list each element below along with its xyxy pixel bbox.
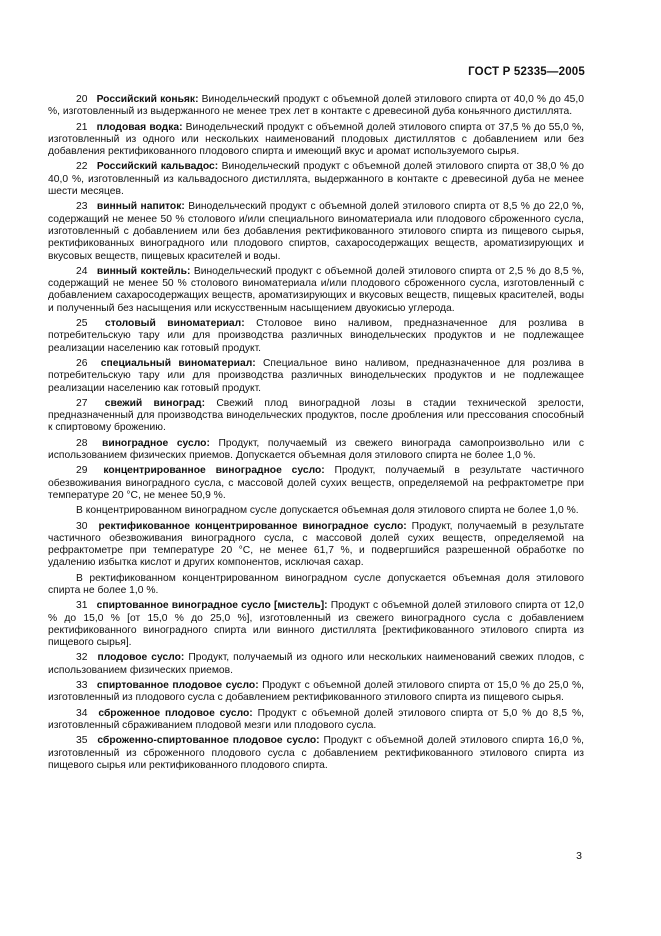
definition-text: Специальное вино наливом, предназначенное для розлива в потребительскую тару или для производства различных винодельческих продуктов и не подлежащее реализации населению как готовый продукт. [48, 357, 584, 394]
paragraph-number: 27 [76, 397, 88, 409]
term: специальный виноматериал: [100, 357, 256, 369]
definition-text: Винодельческий продукт с объемной долей этилового спирта от 2,5 % до 8,5 %, содержащий не менее 50 % столового виноматериала и/или плодового сброженного сусла, изготовленный с добавлением сахаросодержащих веществ, ароматизирующих и вкусовых веществ, пищевых красителей, воды и полученный без насыщения или искусственным насыщением двуокисью углерода. [48, 265, 584, 314]
paragraph-number: 35 [76, 735, 88, 747]
paragraph-number: 30 [76, 520, 88, 532]
definition-paragraph [48, 438, 584, 463]
definition-paragraph [48, 652, 584, 677]
term: сброженное плодовое сусло: [98, 707, 253, 719]
definition-text: Винодельческий продукт с объемной долей этилового спирта от 40,0 % до 45,0 %, изготовленный из выдержанного не менее трех лет в контакте с древесиной дуба коньячного дистиллята. [48, 94, 584, 118]
term: Российский коньяк: [96, 94, 199, 105]
term: винный напиток: [96, 201, 185, 213]
note-paragraph [48, 505, 584, 517]
definition-paragraph [48, 266, 584, 315]
definition-paragraph [48, 465, 584, 502]
definition-text: Винодельческий продукт с объемной долей этилового спирта от 37,5 % до 55,0 %, изготовленный из одного или нескольких наименований плодовых дистиллятов с добавлением или без добавления ректификованного плодового спирта и имеющий вкус и аромат используемого сырья. [48, 121, 584, 158]
term: виноградное сусло: [102, 437, 210, 449]
definition-text: Продукт с объемной долей этилового спирта от 5,0 % до 8,5 %, изготовленный сбраживанием плодовой мезги или плодового сусла. [48, 707, 584, 731]
definition-text: Винодельческий продукт с объемной долей этилового спирта от 8,5 % до 22,0 %, содержащий не менее 50 % столового и/или специального виноматериала или плодового сброженного сусла, изготовленный с добавлением или без добавления ректификованного этилового спирта из пищевого сырья, ректификованных виноградного или плодового спиртов, сахаросодержащих веществ, ароматизирующих и вкусовых веществ, пищевых красителей и воды. [48, 201, 584, 262]
definition-text: Продукт, получаемый в результате частичного обезвоживания виноградного сусла, с массовой долей сухих веществ, определяемой на рефрактометре при температуре 20 °С, не менее 50,9 %. [48, 465, 584, 501]
term: ректификованное концентрированное виноградное сусло: [98, 520, 407, 532]
definition-text: Продукт с объемной долей этилового спирта от 12,0 % до 15,0 % [от 15,0 % до 25,0 %], изготовленный из свежего виноградного сусла с добавлением ректификованного виноградного спирта или винного дистиллята [ректификованного этилового спирта из пищевого сырья]. [48, 600, 584, 649]
definition-text: Продукт, получаемый в результате частичного обезвоживания виноградного сусла, с массовой долей сухих веществ, определяемой на рефрактометре при температуре 20 °С, не менее 61,7 %, и подвергшийся разрешенной обработке по удалению избытка кислот и других компонентов, исключая сахар. [48, 520, 584, 569]
paragraph-number: 34 [76, 707, 88, 719]
term: спиртованное плодовое сусло: [96, 680, 259, 692]
definition-paragraph [48, 358, 584, 395]
definition-paragraph [48, 708, 584, 733]
paragraph-number: 25 [76, 318, 88, 330]
paragraph-number: 22 [76, 161, 88, 173]
definition-text: Столовое вино наливом, предназначенное для розлива в потребительскую тару или для производства различных винодельческих продуктов и не подлежащее реализации населению как готовый продукт. [48, 318, 584, 354]
definition-text: Свежий плод виноградной лозы в стадии технической зрелости, предназначенный для производства винодельческих продуктов, после дробления или прессования способный к спиртовому брожению. [48, 397, 584, 434]
definition-text: Продукт с объемной долей этилового спирта от 15,0 % до 25,0 %, изготовленный из плодового сусла с добавлением ректификованного этилового спирта из пищевого сырья. [48, 680, 584, 704]
document-number: ГОСТ Р 52335—2005 [468, 66, 585, 78]
definition-text: Продукт с объемной долей этилового спирта 16,0 %, изготовленный из сброженного плодового сусла с добавлением ректификованного этилового спирта из пищевого сырья или ректификованного плодового спирта. [48, 735, 584, 771]
paragraph-number: 29 [76, 465, 88, 477]
paragraph-number: 32 [76, 652, 88, 664]
paragraph-number: 31 [76, 600, 88, 612]
term: сброженно-спиртованное плодовое сусло: [97, 735, 320, 747]
paragraph-number: 23 [76, 201, 88, 213]
definition-paragraph [48, 161, 584, 198]
definition-text: Винодельческий продукт с объемной долей этилового спирта от 38,0 % до 40,0 %, изготовленный из кальвадосного дистиллята, выдержанного в контакте с древесиной дуба не менее шести месяцев. [48, 161, 584, 198]
term: плодовая водка: [96, 121, 183, 133]
definition-paragraph [48, 521, 584, 570]
definition-text: Продукт, получаемый из свежего винограда самопроизвольно или с использованием физических приемов. Допускается объемная доля этилового спирта не более 1,0 %. [48, 437, 584, 462]
note-paragraph [48, 573, 584, 598]
definition-paragraph [48, 680, 584, 705]
definition-paragraph [48, 600, 584, 649]
paragraph-number: 26 [76, 357, 88, 369]
paragraph-number: 21 [76, 121, 88, 133]
term: плодовое сусло: [97, 652, 185, 664]
definition-paragraph [48, 318, 584, 355]
page-number: 3 [576, 850, 582, 862]
definition-paragraph [48, 94, 584, 119]
term: винный коктейль: [96, 265, 191, 277]
term: свежий виноград: [104, 397, 205, 409]
paragraph-number: 24 [76, 265, 88, 277]
definition-paragraph [48, 398, 584, 435]
definition-text: Продукт, получаемый из одного или нескольких наименований свежих плодов, с использованием физических приемов. [48, 652, 584, 676]
document-body [48, 94, 584, 775]
term: Российский кальвадос: [96, 161, 219, 173]
paragraph-number: 20 [76, 94, 88, 105]
note-text: В ректификованном концентрированном виноградном сусле допускается объемная доля этилового спирта не более 1,0 %. [48, 572, 584, 596]
term: столовый виноматериал: [104, 318, 245, 330]
definition-paragraph [48, 122, 584, 159]
term: спиртованное виноградное сусло [мистель]: [96, 600, 328, 612]
paragraph-number: 33 [76, 680, 88, 692]
definition-paragraph [48, 735, 584, 772]
note-text: В концентрированном виноградном сусле допускается объемная доля этилового спирта не более 1,0 %. [76, 505, 579, 517]
definition-paragraph [48, 201, 584, 262]
term: концентрированное виноградное сусло: [103, 465, 325, 477]
paragraph-number: 28 [76, 437, 88, 449]
